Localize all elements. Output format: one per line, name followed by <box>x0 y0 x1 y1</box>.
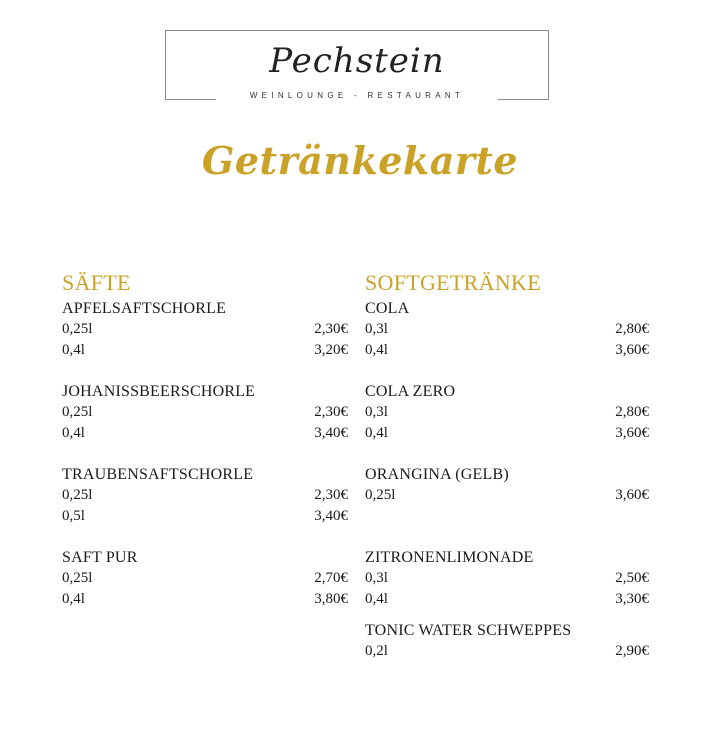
menu-item <box>365 381 649 444</box>
section-saefte <box>62 270 348 630</box>
price-row <box>365 423 649 444</box>
logo-script: Pechstein <box>269 41 445 81</box>
menu-item <box>62 298 348 361</box>
price: 2,90€ <box>615 643 649 659</box>
item-name: COLA ZERO <box>365 383 456 400</box>
item-name: COLA <box>365 300 410 317</box>
size: 0,4l <box>365 342 388 358</box>
size: 0,4l <box>62 591 85 607</box>
menu-item <box>62 464 348 527</box>
section-heading: SÄFTE <box>62 270 131 295</box>
size: 0,4l <box>365 591 388 607</box>
price: 3,60€ <box>615 487 649 503</box>
section-softgetraenke <box>365 270 649 682</box>
price-row <box>62 423 348 444</box>
price: 2,30€ <box>314 487 348 503</box>
price-row <box>365 402 649 423</box>
price-row <box>62 589 348 610</box>
menu-item <box>62 381 348 444</box>
size: 0,4l <box>365 425 388 441</box>
price: 3,30€ <box>615 591 649 607</box>
price: 2,50€ <box>615 570 649 586</box>
price-row <box>62 485 348 506</box>
price: 2,30€ <box>314 321 348 337</box>
price: 3,40€ <box>314 508 348 524</box>
price-row <box>365 568 649 589</box>
price-row <box>365 340 649 361</box>
price-row <box>62 402 348 423</box>
size: 0,25l <box>62 321 93 337</box>
item-name: JOHANISSBEERSCHORLE <box>62 383 256 400</box>
price: 3,60€ <box>615 425 649 441</box>
menu-item <box>365 298 649 361</box>
size: 0,4l <box>62 342 85 358</box>
size: 0,25l <box>365 487 396 503</box>
size: 0,2l <box>365 643 388 659</box>
item-name: ZITRONENLIMONADE <box>365 549 534 566</box>
menu-item <box>365 464 649 506</box>
size: 0,3l <box>365 404 388 420</box>
item-name: TRAUBENSAFTSCHORLE <box>62 466 254 483</box>
price-row <box>365 641 649 662</box>
menu-title: Getränkekarte <box>201 138 519 183</box>
menu-item <box>365 547 649 610</box>
logo-tagline: WEINLOUNGE - RESTAURANT <box>216 91 498 101</box>
price-row <box>62 340 348 361</box>
item-name: ORANGINA (GELB) <box>365 466 509 483</box>
price: 3,40€ <box>314 425 348 441</box>
price-row <box>62 506 348 527</box>
menu-item <box>62 547 348 610</box>
price-row <box>62 568 348 589</box>
size: 0,4l <box>62 425 85 441</box>
price-row <box>62 319 348 340</box>
price-row <box>365 589 649 610</box>
price: 3,80€ <box>314 591 348 607</box>
price: 2,70€ <box>314 570 348 586</box>
item-name: APFELSAFTSCHORLE <box>62 300 227 317</box>
price-row <box>365 485 649 506</box>
price: 3,20€ <box>314 342 348 358</box>
size: 0,3l <box>365 570 388 586</box>
size: 0,25l <box>62 487 93 503</box>
price-row <box>365 319 649 340</box>
menu-item <box>365 620 649 662</box>
price: 3,60€ <box>615 342 649 358</box>
size: 0,25l <box>62 404 93 420</box>
size: 0,3l <box>365 321 388 337</box>
price: 2,80€ <box>615 404 649 420</box>
section-heading: SOFTGETRÄNKE <box>365 270 541 295</box>
price: 2,30€ <box>314 404 348 420</box>
logo-frame <box>165 30 549 100</box>
item-name: SAFT PUR <box>62 549 138 566</box>
price: 2,80€ <box>615 321 649 337</box>
size: 0,25l <box>62 570 93 586</box>
size: 0,5l <box>62 508 85 524</box>
item-name: TONIC WATER SCHWEPPES <box>365 622 572 639</box>
